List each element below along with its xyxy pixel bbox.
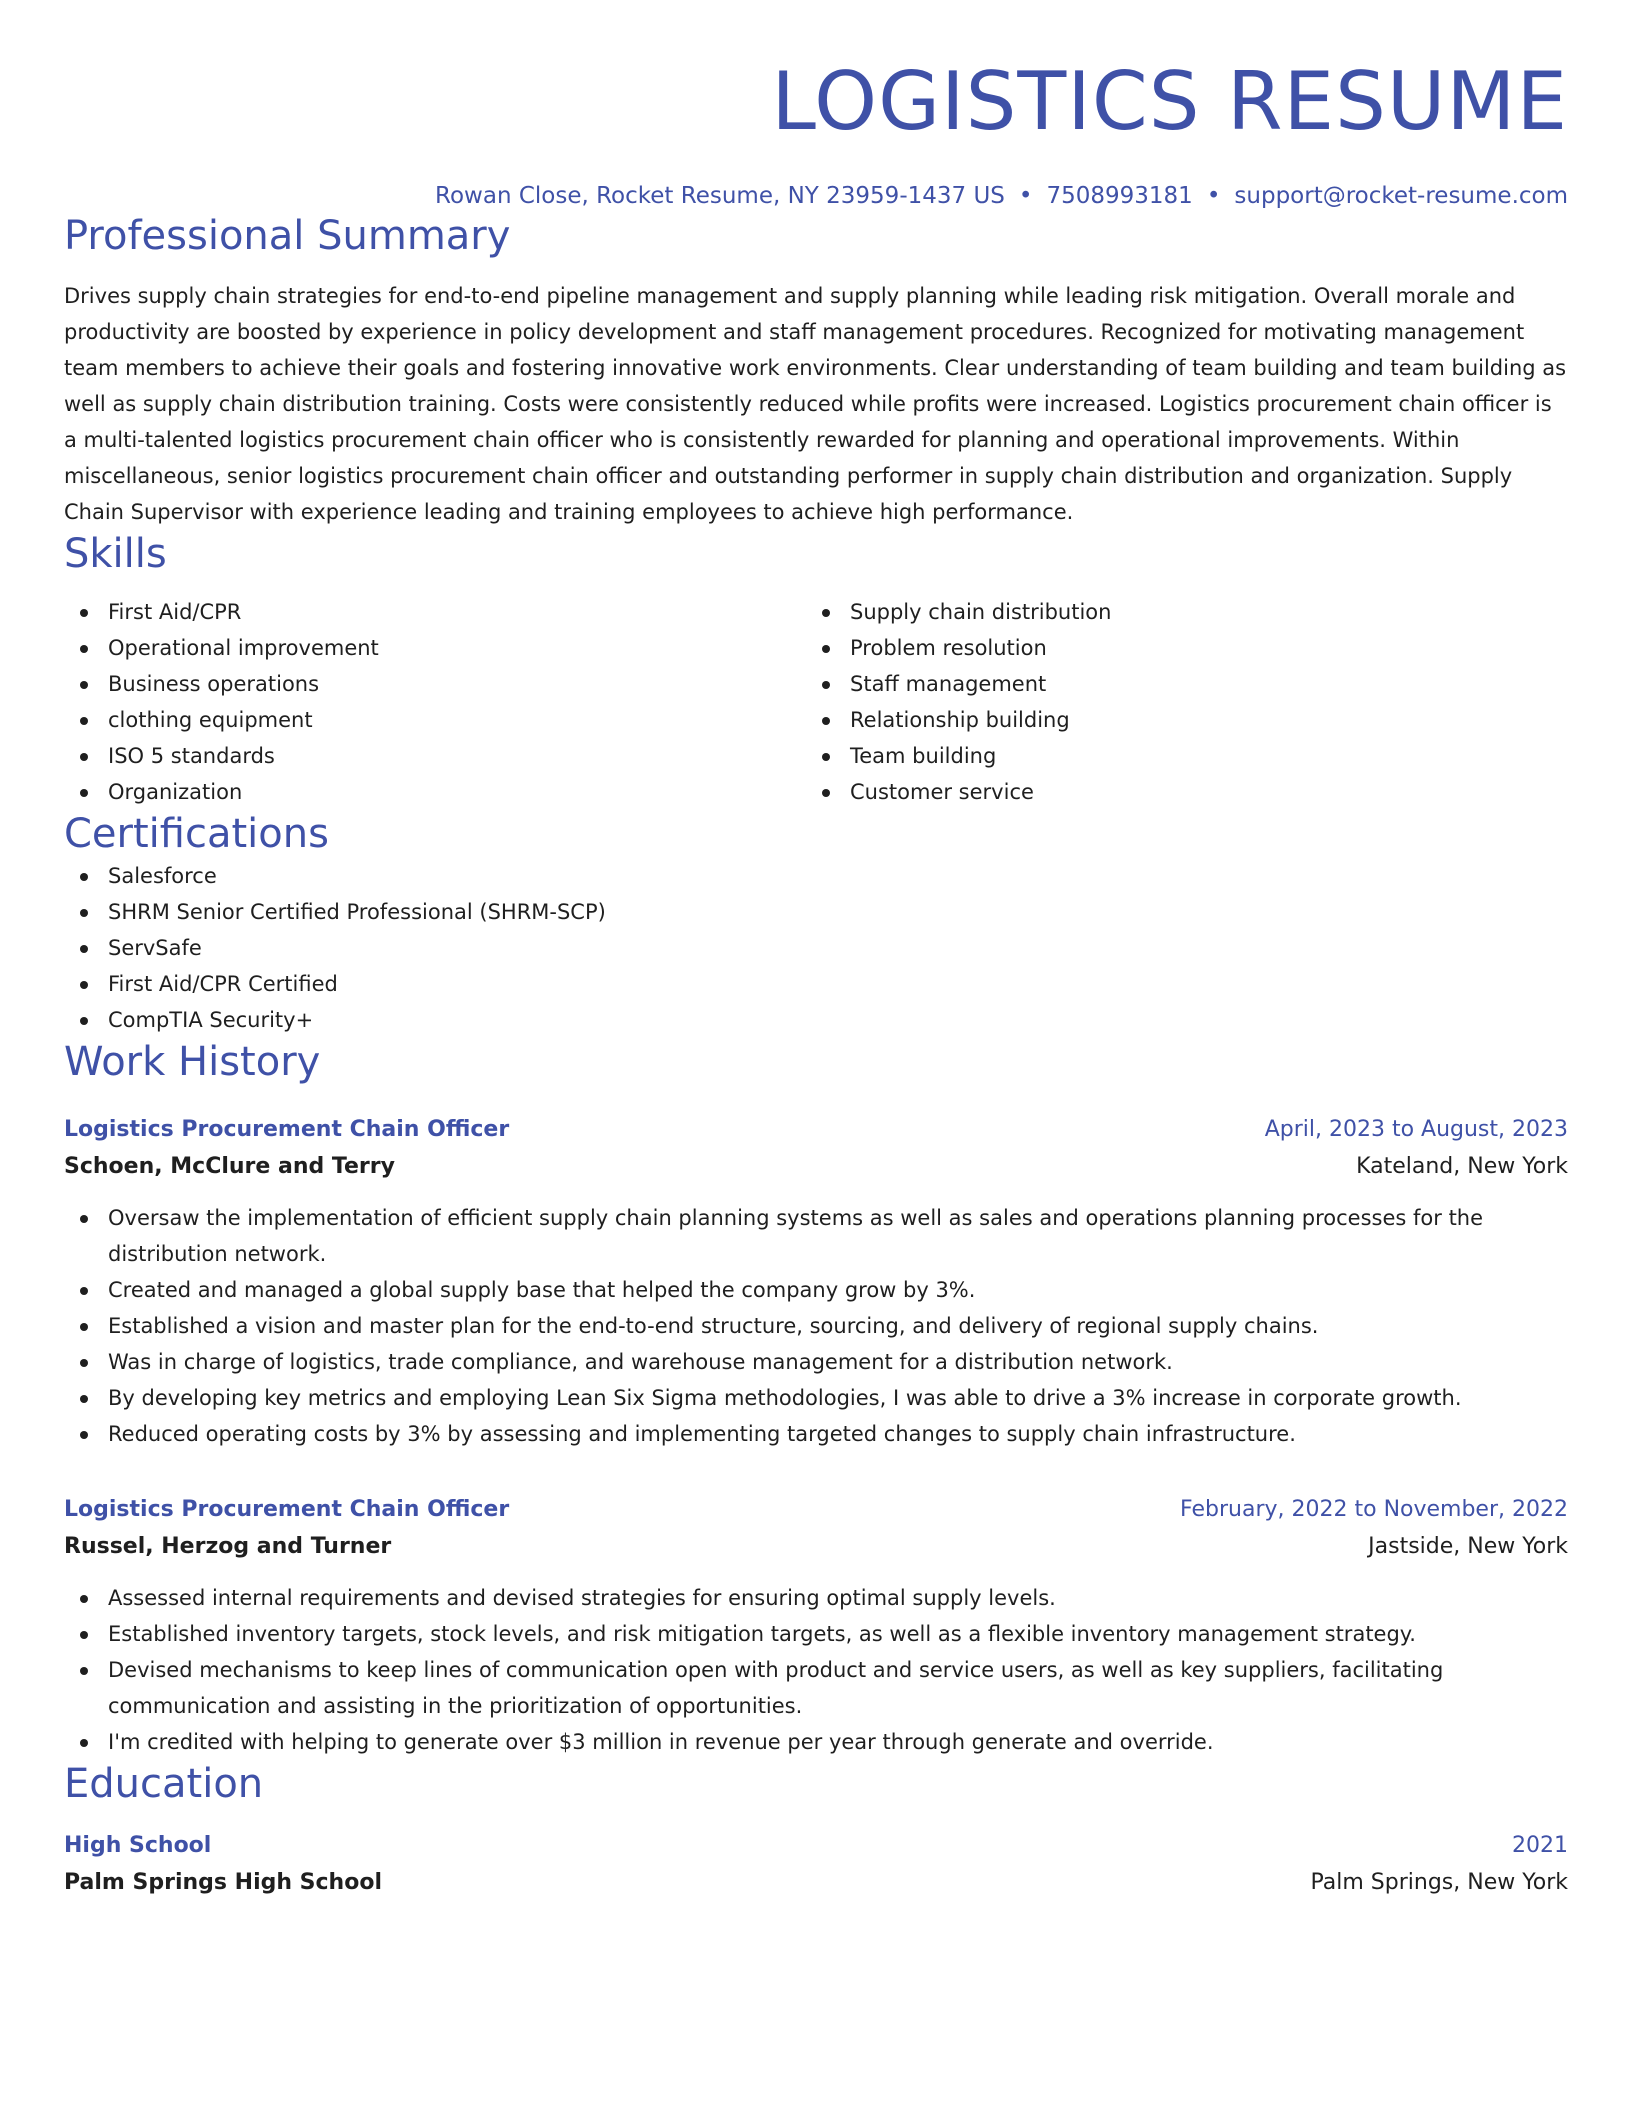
job-bullet: Oversaw the implementation of efficient supply chain planning systems as well as sales and operations planning processes for the distribution network. bbox=[64, 1200, 1568, 1272]
summary-heading: Professional Summary bbox=[64, 213, 511, 259]
job-bullet: Devised mechanisms to keep lines of communication open with product and service users, as well as key suppliers, facilitating communication and assisting in the prioritization of opportunities. bbox=[64, 1652, 1568, 1724]
contact-address: Rowan Close, Rocket Resume, NY 23959-1437 US bbox=[435, 183, 1005, 209]
job-bullet: Was in charge of logistics, trade compliance, and warehouse management for a distribution network. bbox=[64, 1344, 1568, 1380]
job-bullet: Established inventory targets, stock levels, and risk mitigation targets, as well as a flexible inventory management strategy. bbox=[64, 1616, 1568, 1652]
job-bullet: By developing key metrics and employing Lean Six Sigma methodologies, I was able to drive a 3% increase in corporate growth. bbox=[64, 1380, 1568, 1416]
job-location: Kateland, New York bbox=[1356, 1154, 1568, 1179]
job-title: Logistics Procurement Chain Officer bbox=[64, 1117, 510, 1142]
certifications-heading: Certifications bbox=[64, 811, 329, 857]
skill-item: Staff management bbox=[806, 666, 1548, 702]
job-company: Schoen, McClure and Terry bbox=[64, 1154, 395, 1179]
skills-columns bbox=[64, 594, 1568, 810]
job-bullets bbox=[64, 1580, 1568, 1760]
work-history-heading: Work History bbox=[64, 1039, 321, 1085]
job-bullet: Reduced operating costs by 3% by assessing and implementing targeted changes to supply chain infrastructure. bbox=[64, 1416, 1568, 1452]
skill-item: Operational improvement bbox=[64, 630, 806, 666]
contact-separator: • bbox=[1206, 183, 1221, 209]
education-degree: High School bbox=[64, 1833, 212, 1858]
skill-item: Supply chain distribution bbox=[806, 594, 1548, 630]
education-degree-row bbox=[64, 1828, 1568, 1864]
skills-list-right bbox=[806, 594, 1548, 810]
job-location: Jastside, New York bbox=[1368, 1534, 1568, 1559]
education-section bbox=[64, 1760, 1568, 1902]
job-title: Logistics Procurement Chain Officer bbox=[64, 1497, 510, 1522]
job-bullet: I'm credited with helping to generate over $3 million in revenue per year through generate and override. bbox=[64, 1724, 1568, 1760]
skill-item: Customer service bbox=[806, 774, 1548, 810]
education-school-row bbox=[64, 1864, 1568, 1902]
certifications-section bbox=[64, 810, 1568, 1038]
skills-list-left bbox=[64, 594, 806, 810]
skills-heading: Skills bbox=[64, 531, 167, 577]
skill-item: ISO 5 standards bbox=[64, 738, 806, 774]
job-bullets bbox=[64, 1200, 1568, 1452]
job-bullet: Established a vision and master plan for the end-to-end structure, sourcing, and delivery of regional supply chains. bbox=[64, 1308, 1568, 1344]
job-dates: April, 2023 to August, 2023 bbox=[1264, 1117, 1568, 1142]
skill-item: clothing equipment bbox=[64, 702, 806, 738]
skill-item: Organization bbox=[64, 774, 806, 810]
job-bullet: Created and managed a global supply base that helped the company grow by 3%. bbox=[64, 1272, 1568, 1308]
contact-email[interactable]: support@rocket-resume.com bbox=[1234, 183, 1568, 209]
skill-item: Relationship building bbox=[806, 702, 1548, 738]
education-entry bbox=[64, 1828, 1568, 1902]
summary-text: Drives supply chain strategies for end-to-end pipeline management and supply planning while leading risk mitigation. Overall morale and productivity are boosted by experience in policy development and staff management procedures. Recognized for motivating management team members to achieve their goals and fostering innovative work environments. Clear understanding of team building and team building as well as supply chain distribution training. Costs were consistently reduced while profits were increased. Logistics procurement chain officer is a multi-talented logistics procurement chain officer who is consistently rewarded for planning and operational improvements. Within miscellaneous, senior logistics procurement chain officer and outstanding performer in supply chain distribution and organization. Supply Chain Supervisor with experience leading and training employees to achieve high performance. bbox=[64, 284, 1567, 524]
resume-title: LOGISTICS RESUME bbox=[771, 55, 1568, 148]
education-location: Palm Springs, New York bbox=[1310, 1870, 1568, 1895]
certification-item: Salesforce bbox=[64, 858, 1568, 894]
job-title-row bbox=[64, 1492, 1568, 1528]
education-heading: Education bbox=[64, 1761, 264, 1807]
summary-section bbox=[64, 212, 1568, 530]
certification-item: ServSafe bbox=[64, 930, 1568, 966]
education-school: Palm Springs High School bbox=[64, 1870, 382, 1895]
certification-item: SHRM Senior Certified Professional (SHRM-SCP) bbox=[64, 894, 1568, 930]
certification-item: CompTIA Security+ bbox=[64, 1002, 1568, 1038]
education-year: 2021 bbox=[1512, 1833, 1568, 1858]
skill-item: Team building bbox=[806, 738, 1548, 774]
contact-separator: • bbox=[1018, 183, 1033, 209]
job-company-row bbox=[64, 1528, 1568, 1566]
job-company: Russel, Herzog and Turner bbox=[64, 1534, 392, 1559]
job-title-row bbox=[64, 1112, 1568, 1148]
certifications-list bbox=[64, 858, 1568, 1038]
job-bullet: Assessed internal requirements and devised strategies for ensuring optimal supply levels. bbox=[64, 1580, 1568, 1616]
skill-item: Business operations bbox=[64, 666, 806, 702]
skill-item: Problem resolution bbox=[806, 630, 1548, 666]
job-company-row bbox=[64, 1148, 1568, 1186]
skills-section bbox=[64, 530, 1568, 810]
skill-item: First Aid/CPR bbox=[64, 594, 806, 630]
job-dates: February, 2022 to November, 2022 bbox=[1180, 1497, 1568, 1522]
contact-phone[interactable]: 7508993181 bbox=[1046, 183, 1193, 209]
contact-line bbox=[64, 180, 1568, 212]
certification-item: First Aid/CPR Certified bbox=[64, 966, 1568, 1002]
resume-header bbox=[64, 52, 1568, 212]
job-entry bbox=[64, 1112, 1568, 1452]
work-history-section bbox=[64, 1038, 1568, 1760]
job-entry bbox=[64, 1492, 1568, 1760]
